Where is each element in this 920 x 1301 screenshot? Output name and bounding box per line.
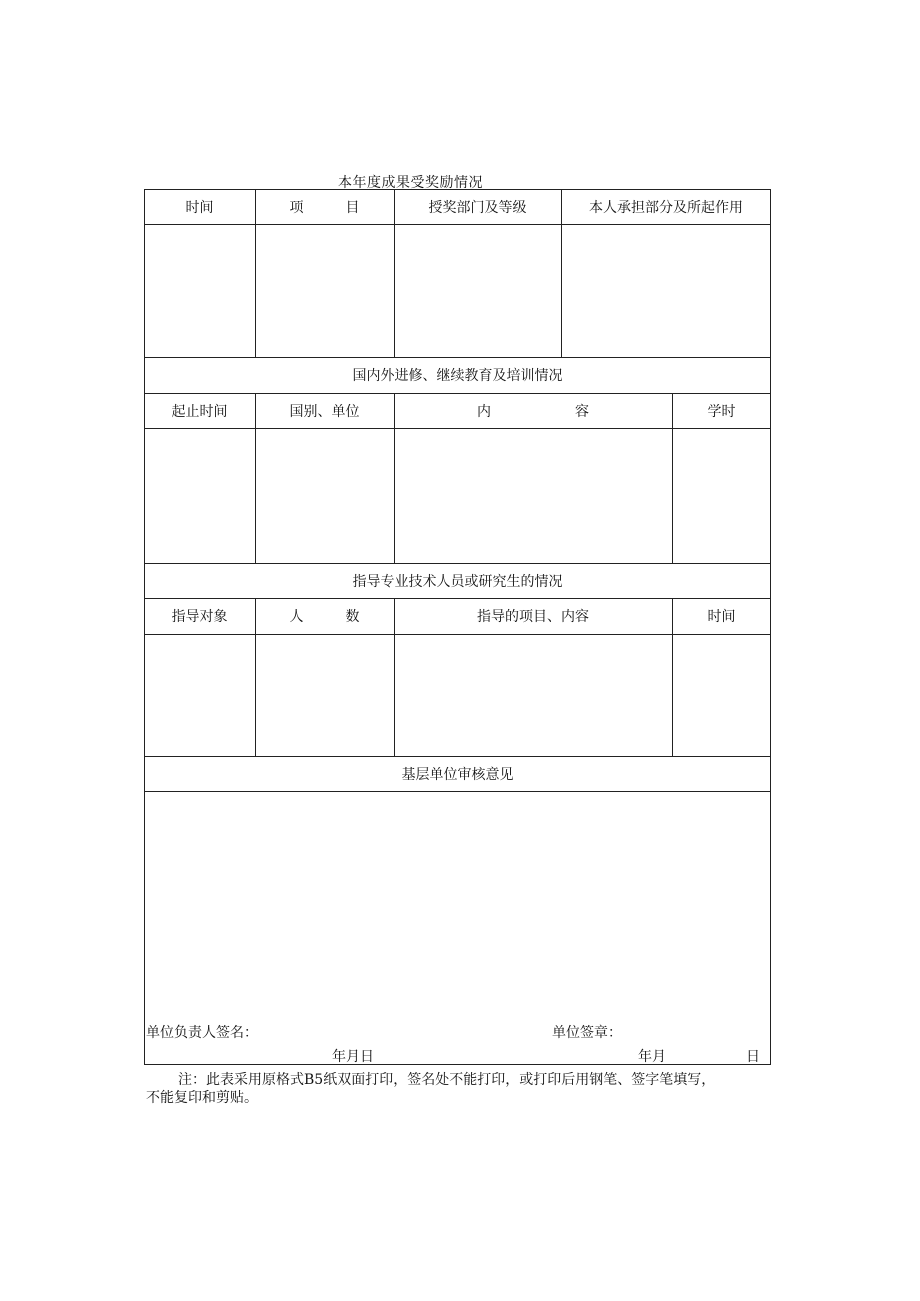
section-title-mentoring: 指导专业技术人员或研究生的情况 xyxy=(352,573,563,590)
header-project: 项 目 xyxy=(289,199,360,216)
unit-seal-label: 单位签章： xyxy=(552,1025,622,1041)
section-title-review: 基层单位审核意见 xyxy=(401,766,514,783)
header-hours: 学时 xyxy=(707,403,736,420)
date-left: 年月日 xyxy=(332,1049,374,1065)
header-count: 人 数 xyxy=(289,609,360,625)
row-divider xyxy=(144,224,771,225)
footnote-line-2: 不能复印和剪贴。 xyxy=(146,1090,258,1106)
leader-signature-label: 单位负责人签名： xyxy=(146,1025,258,1041)
header-mentoring-time: 时间 xyxy=(707,609,736,625)
date-right-year-month: 年月 xyxy=(638,1049,666,1065)
header-country-unit: 国别、单位 xyxy=(289,403,360,420)
header-time: 时间 xyxy=(185,199,214,216)
header-personal-role: 本人承担部分及所起作用 xyxy=(589,199,743,216)
section-title-training: 国内外进修、继续教育及培训情况 xyxy=(352,368,563,384)
form-title: 本年度成果受奖励情况 xyxy=(338,175,483,191)
footnote-line-1: 注：此表采用原格式B5纸双面打印，签名处不能打印，或打印后用钢笔、签字笔填写， xyxy=(178,1072,716,1088)
header-mentoring-content: 指导的项目、内容 xyxy=(477,609,589,625)
header-mentee: 指导对象 xyxy=(171,609,228,625)
header-award-dept-level: 授奖部门及等级 xyxy=(428,199,527,216)
header-content: 内 容 xyxy=(477,403,589,420)
row-divider xyxy=(144,791,771,792)
header-period: 起止时间 xyxy=(171,403,228,420)
row-divider xyxy=(144,428,771,429)
date-right-day: 日 xyxy=(746,1049,760,1065)
row-divider xyxy=(144,634,771,635)
